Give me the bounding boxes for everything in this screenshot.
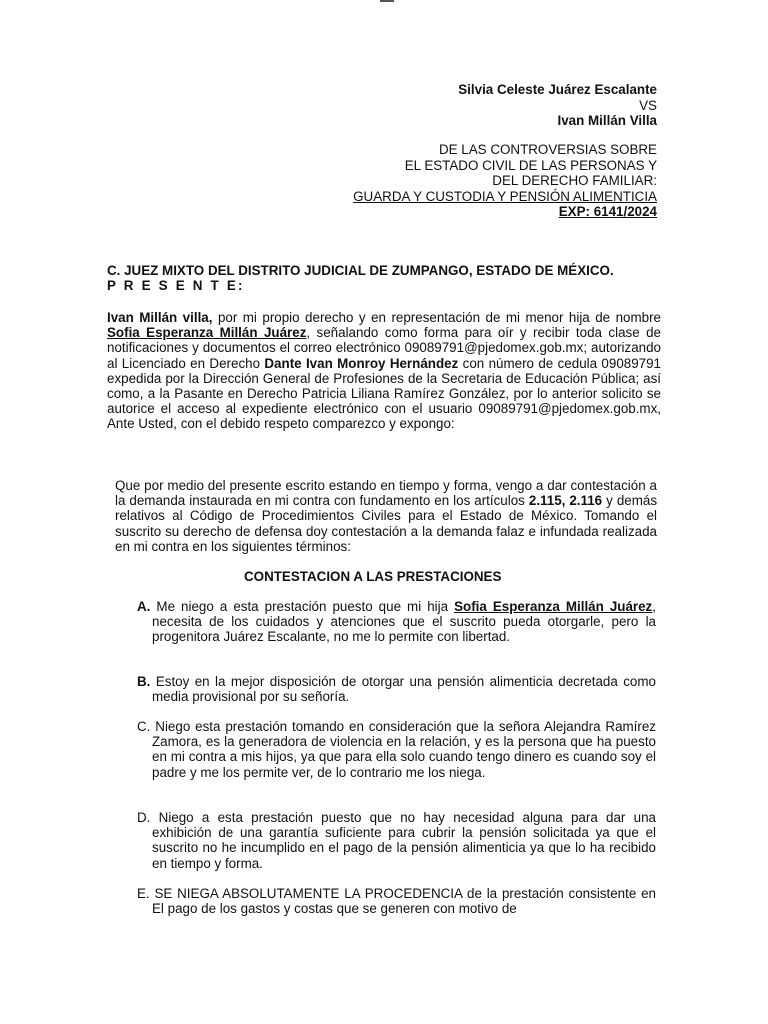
presente-label: P R E S E N T E:	[107, 278, 245, 293]
item-a-letter: A.	[137, 599, 151, 614]
list-item-e	[137, 886, 656, 916]
intro-text-1: por mi propio derecho y en representación de mi menor hija de nombre	[212, 310, 661, 325]
list-item-c	[137, 719, 656, 780]
answer-text-1: Que por medio del presente escrito estando en tiempo y forma, vengo a dar contestación a la demanda instaurada en mi contra con fundamento en los artículos	[115, 478, 657, 509]
subject-line-4: GUARDA Y CUSTODIA Y PENSIÓN ALIMENTICIA	[353, 188, 657, 204]
party-defendant: Ivan Millán Villa	[557, 113, 657, 128]
item-b-text	[137, 674, 656, 704]
item-c-text: C. Niego esta prestación tomando en consideración que la señora Alejandra Ramírez Zamora, es la generadora de violencia en la relación, y es la persona que ha puesto en mi contra a mis hijos, ya que para ella solo cuando tengo dinero es cuando soy el padre y me los permite ver, de lo contrario me los niega.	[137, 719, 656, 780]
lawyer-name: Dante Ivan Monroy Hernández	[264, 355, 459, 371]
item-d-text: D. Niego a esta prestación puesto que no hay necesidad alguna para dar una exhibición de una garantía suficiente para cubrir la pensión solicitada ya que el suscrito no he incumplido en el pago de la pensión alimenticia ya que lo ha recibido en tiempo y forma.	[137, 810, 656, 871]
item-b-letter: B.	[137, 674, 151, 689]
parties-block	[458, 82, 657, 129]
defendant-name: Ivan Millán villa,	[107, 310, 213, 325]
list-item-b	[137, 674, 656, 704]
articles-ref: 2.115, 2.116	[528, 493, 603, 509]
item-a-text-1: Me niego a esta prestación puesto que mi hija	[150, 599, 455, 614]
case-number: EXP: 6141/2024	[558, 204, 657, 219]
intro-paragraph	[107, 310, 661, 432]
intro-text-3: con número de cedula 09089791 expedida por la Dirección General de Profesiones de la Secretaria de Educación Pública; así como, a la Pasante en Derecho Patricia Liliana Ramírez González, por lo anterior solicito se autorice el acceso al expediente electrónico con el usuario 09089791@pjedomex.gob.mx, Ante Usted, con el debido respeto comparezco y expongo:	[107, 355, 661, 432]
intro-text-2: , señalando como forma para oír y recibir toda clase de notificaciones y documentos el correo electrónico 09089791@pjedomex.gob.mx; autorizando al Licenciado en Derecho	[107, 325, 661, 371]
section-title: CONTESTACION A LAS PRESTACIONES	[244, 569, 502, 584]
addressee-block	[107, 263, 667, 293]
judge-address: C. JUEZ MIXTO DEL DISTRITO JUDICIAL DE ZUMPANGO, ESTADO DE MÉXICO.	[107, 263, 614, 278]
item-e-text: E. SE NIEGA ABSOLUTAMENTE LA PROCEDENCIA de la prestación consistente en El pago de los gastos y costas que se generen con motivo de	[137, 886, 656, 917]
subject-line-1: DE LAS CONTROVERSIAS SOBRE	[438, 142, 657, 157]
answer-text-2: y demás relativos al Código de Procedimientos Civiles para el Estado de México. Tomando el suscrito su derecho de defensa doy contestación a la demanda falaz e infundada realizada en mi contra en los siguientes términos:	[115, 493, 658, 554]
subject-block	[353, 142, 657, 220]
party-plaintiff: Silvia Celeste Juárez Escalante	[458, 82, 657, 97]
subject-line-2: EL ESTADO CIVIL DE LAS PERSONAS Y	[404, 157, 657, 173]
daughter-name: Sofia Esperanza Millán Juárez	[107, 325, 307, 341]
versus-label: VS	[639, 97, 657, 113]
list-item-d	[137, 810, 656, 871]
page-top-mark	[380, 0, 394, 2]
answer-paragraph	[115, 478, 657, 554]
item-a-daughter-name: Sofia Esperanza Millán Juárez	[454, 599, 653, 614]
item-b-text-1: Estoy en la mejor disposición de otorgar una pensión alimenticia decretada como media provisional por su señoría.	[150, 674, 656, 705]
list-item-a	[137, 599, 656, 645]
subject-line-3: DEL DERECHO FAMILIAR:	[492, 173, 657, 188]
item-a-text-2: , necesita de los cuidados y atenciones que el suscrito pueda otorgarle, pero la progenitora Juárez Escalante, no me lo permite con libertad.	[152, 599, 656, 645]
item-a-text	[137, 599, 656, 645]
